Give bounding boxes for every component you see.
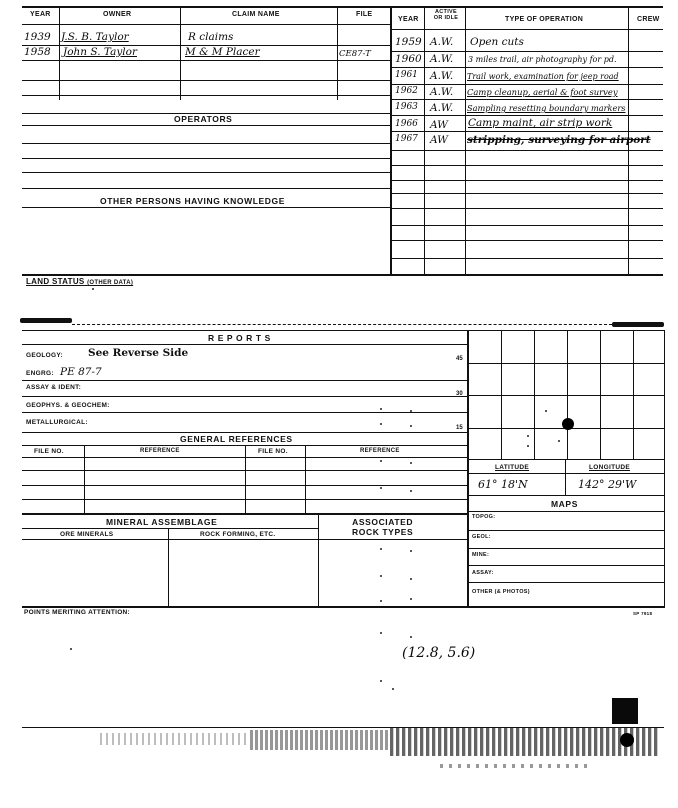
maps-heading: MAPS (551, 499, 578, 509)
op-row-3-year: 1961 (395, 70, 418, 80)
op-row-2-year: 1960 (395, 53, 422, 65)
refs-header-file-no-2: FILE NO. (258, 448, 288, 455)
op-row-1-active: A.W. (430, 36, 454, 48)
points-meriting-attention-label: POINTS MERITING ATTENTION: (24, 609, 131, 616)
scale-mark-45: 45 (456, 356, 463, 362)
claim-row-1-year: 1939 (24, 31, 51, 43)
ops-header-crew: CREW (637, 16, 660, 23)
claim-row-2-claim-name: M & M Placer (185, 46, 260, 58)
assoc-line-1: ASSOCIATED (352, 517, 414, 527)
op-row-3-active: A.W. (430, 70, 454, 82)
col-header-claim-name: CLAIM NAME (232, 11, 280, 18)
op-row-7-year: 1967 (395, 134, 418, 144)
op-row-5-active: A.W. (430, 102, 454, 114)
refs-header-file-no: FILE NO. (34, 448, 64, 455)
latitude-value: 61° 18'N (478, 478, 528, 491)
op-row-7-type: stripping, surveying for airport (467, 134, 651, 146)
op-row-2-type: 3 miles trail, air photography for pd. (468, 55, 617, 64)
op-row-5-type: Sampling resetting boundary markers (467, 103, 626, 113)
op-row-1-type: Open cuts (470, 36, 524, 48)
claim-row-2-file: CE87-T (339, 49, 371, 59)
col-header-owner: OWNER (103, 11, 132, 18)
ore-minerals-header: ORE MINERALS (60, 531, 114, 538)
land-status-label: LAND STATUS (OTHER DATA) (26, 277, 134, 286)
engrg-label: ENGRG: (26, 370, 54, 377)
op-row-6-type: Camp maint, air strip work (468, 117, 613, 129)
longitude-label: LONGITUDE (589, 464, 630, 471)
assoc-line-2: ROCK TYPES (352, 527, 414, 537)
op-row-6-active: AW (430, 119, 448, 131)
op-row-1-year: 1959 (395, 36, 422, 48)
latitude-label: LATITUDE (495, 464, 530, 471)
scale-mark-15: 15 (456, 425, 463, 431)
maps-mine: MINE: (472, 552, 490, 558)
claim-row-1-claim-name: R claims (188, 31, 234, 43)
col-header-year: YEAR (30, 11, 51, 18)
ops-header-active: ACTIVE OR IDLE (433, 9, 459, 21)
op-row-4-active: A.W. (430, 86, 454, 98)
maps-geol: GEOL: (472, 534, 491, 540)
smudge-right (612, 322, 664, 327)
op-row-6-year: 1966 (395, 119, 418, 129)
metallurgical-label: METALLURGICAL: (26, 419, 88, 426)
location-marker-icon (562, 418, 574, 430)
smudge-left (20, 318, 72, 323)
maps-topog: TOPOG: (472, 514, 496, 520)
geology-label: GEOLOGY: (26, 352, 63, 359)
op-row-2-active: A.W. (430, 53, 454, 65)
col-header-file: FILE (356, 11, 373, 18)
longitude-value: 142° 29'W (578, 478, 637, 491)
op-row-3-type: Trail work, examination for jeep road (467, 72, 619, 81)
claim-row-1-owner: J.S. B. Taylor (61, 31, 129, 43)
note-coordinates: (12.8, 5.6) (402, 645, 476, 661)
form-number: SP 7918 (633, 611, 653, 616)
maps-assay: ASSAY: (472, 570, 494, 576)
op-row-5-year: 1963 (395, 102, 418, 112)
general-references-heading: GENERAL REFERENCES (180, 434, 293, 444)
refs-header-reference-2: REFERENCE (360, 448, 400, 454)
rock-forming-header: ROCK FORMING, ETC. (200, 531, 276, 538)
operators-heading: OPERATORS (174, 114, 233, 124)
mineral-assemblage-heading: MINERAL ASSEMBLAGE (106, 517, 218, 527)
op-row-7-active: AW (430, 134, 448, 146)
reports-heading: R E P O R T S (208, 333, 271, 343)
maps-other: OTHER (& PHOTOS) (472, 589, 530, 595)
other-persons-heading: OTHER PERSONS HAVING KNOWLEDGE (100, 196, 286, 206)
ops-header-year: YEAR (398, 16, 419, 23)
op-row-4-year: 1962 (395, 86, 418, 96)
op-row-4-type: Camp cleanup, aerial & foot survey (467, 87, 618, 97)
assay-label: ASSAY & IDENT: (26, 384, 82, 391)
engrg-value: PE 87-7 (60, 366, 102, 378)
scale-mark-30: 30 (456, 391, 463, 397)
ops-header-type: TYPE OF OPERATION (505, 16, 584, 23)
geophys-label: GEOPHYS. & GEOCHEM: (26, 402, 110, 409)
associated-rock-types-heading (352, 517, 413, 537)
claim-row-2-year: 1958 (24, 46, 51, 58)
geology-value: See Reverse Side (88, 347, 189, 359)
refs-header-reference: REFERENCE (140, 448, 180, 454)
claim-row-2-owner: John S. Taylor (63, 46, 137, 58)
